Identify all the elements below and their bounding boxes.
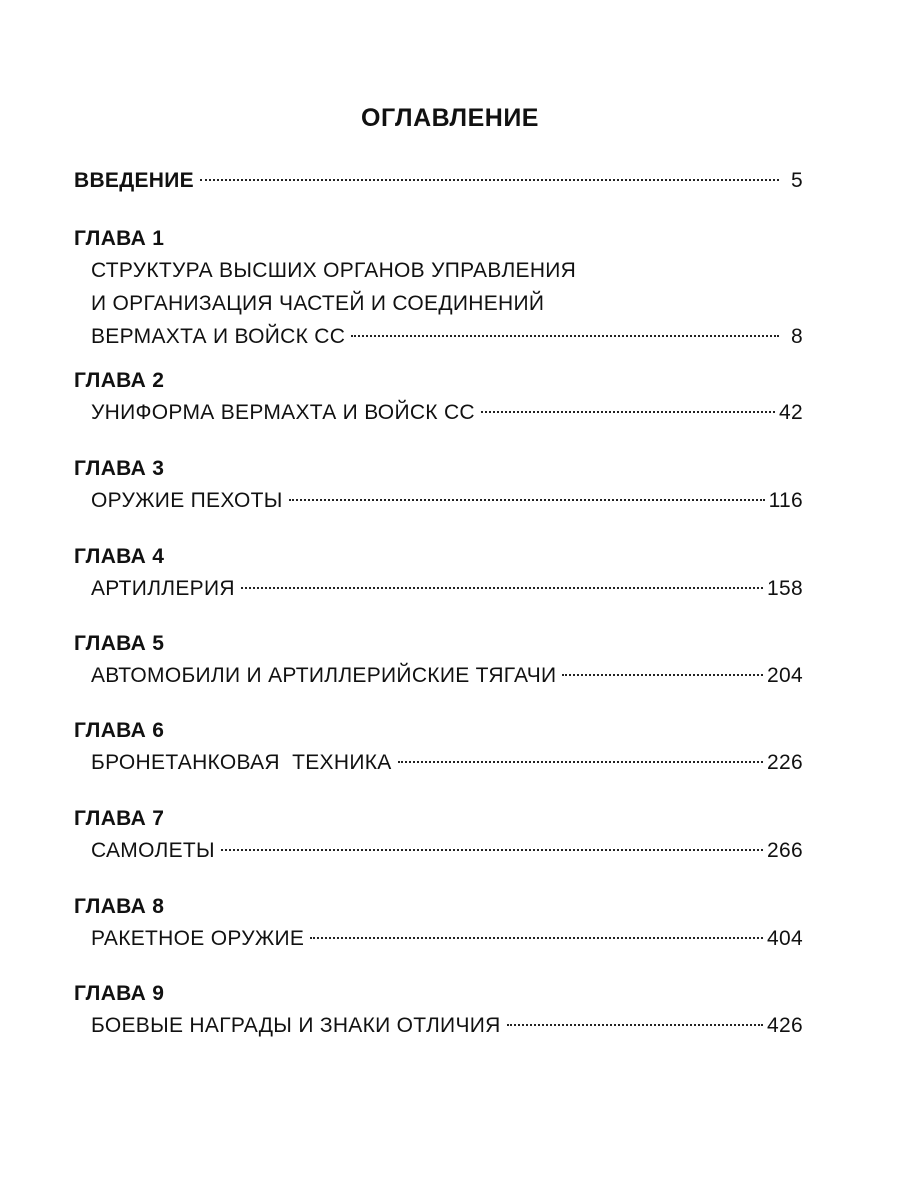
toc-intro-entry[interactable] [74,166,803,196]
chapter-title: АРТИЛЛЕРИЯ [91,577,235,600]
dot-leader [241,587,763,589]
toc-page-number: 42 [779,401,803,424]
dot-leader [351,335,779,337]
toc-page-number: 404 [767,927,803,950]
chapter-heading: ГЛАВА 5 [74,632,165,655]
chapter-title: УНИФОРМА ВЕРМАХТА И ВОЙСК СС [91,401,475,424]
chapter-title-line: И ОРГАНИЗАЦИЯ ЧАСТЕЙ И СОЕДИНЕНИЙ [91,292,545,315]
dot-leader [289,499,765,501]
chapter-title: БОЕВЫЕ НАГРАДЫ И ЗНАКИ ОТЛИЧИЯ [91,1014,501,1037]
chapter-title: САМОЛЕТЫ [91,839,215,862]
dot-leader [481,411,775,413]
chapter-title: АВТОМОБИЛИ И АРТИЛЛЕРИЙСКИЕ ТЯГАЧИ [91,664,557,687]
chapter-heading: ГЛАВА 6 [74,719,165,742]
toc-chapter-2[interactable] [74,366,803,429]
toc-chapter-9[interactable] [74,979,803,1042]
chapter-title-line: СТРУКТУРА ВЫСШИХ ОРГАНОВ УПРАВЛЕНИЯ [91,259,577,282]
dot-leader [562,674,763,676]
dot-leader [310,937,763,939]
chapter-heading: ГЛАВА 9 [74,982,165,1005]
chapter-heading: ГЛАВА 1 [74,227,165,250]
chapter-heading: ГЛАВА 3 [74,457,165,480]
chapter-title: ОРУЖИЕ ПЕХОТЫ [91,489,283,512]
chapter-title-line: ВЕРМАХТА И ВОЙСК СС [91,325,346,348]
dot-leader [200,179,779,181]
dot-leader [221,849,763,851]
chapter-title: РАКЕТНОЕ ОРУЖИЕ [91,927,305,950]
chapter-heading: ГЛАВА 2 [74,369,165,392]
toc-chapter-8[interactable] [74,892,803,955]
chapter-heading: ГЛАВА 8 [74,895,165,918]
chapter-heading: ГЛАВА 4 [74,545,165,568]
toc-page-number: 8 [791,325,803,348]
toc-page-number: 226 [767,751,803,774]
toc-chapter-3[interactable] [74,454,803,517]
toc-page-number: 426 [767,1014,803,1037]
toc-chapter-7[interactable] [74,804,803,867]
toc-page-number: 5 [791,169,803,192]
dot-leader [507,1024,763,1026]
toc-page-number: 266 [767,839,803,862]
page-title: ОГЛАВЛЕНИЕ [361,104,539,132]
toc-chapter-1[interactable] [74,224,803,353]
toc-chapter-4[interactable] [74,542,803,605]
toc-entry-label: ВВЕДЕНИЕ [74,169,194,192]
chapter-title: БРОНЕТАНКОВАЯ ТЕХНИКА [91,751,392,774]
toc-page-number: 158 [767,577,803,600]
toc-page-number: 116 [768,489,803,512]
toc-chapter-5[interactable] [74,629,803,692]
toc-chapter-6[interactable] [74,716,803,779]
toc-page-number: 204 [767,664,803,687]
chapter-heading: ГЛАВА 7 [74,807,165,830]
dot-leader [398,761,763,763]
